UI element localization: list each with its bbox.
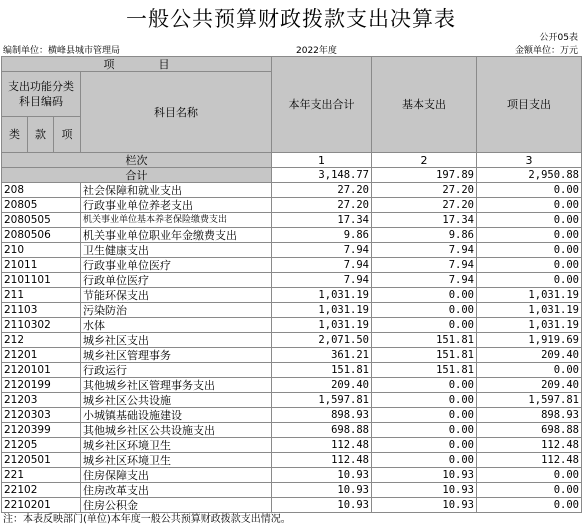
compiling-unit: 编制单位：横峰县城市管理局 — [3, 46, 121, 56]
row-code: 2101101 — [2, 273, 81, 288]
row-code: 21011 — [2, 258, 81, 273]
col-number-2: 2 — [372, 153, 477, 168]
row-name: 行政事业单位医疗 — [81, 258, 272, 273]
row-name: 行政运行 — [81, 363, 272, 378]
row-code: 21203 — [2, 393, 81, 408]
table-row — [2, 363, 582, 378]
row-project: 0.00 — [477, 363, 582, 378]
table-row — [2, 453, 582, 468]
row-project: 0.00 — [477, 468, 582, 483]
row-total: 151.81 — [272, 363, 372, 378]
table-row — [2, 438, 582, 453]
row-total: 112.48 — [272, 438, 372, 453]
header-basic-col: 基本支出 — [372, 57, 477, 153]
table-row — [2, 183, 582, 198]
row-code: 2080505 — [2, 213, 81, 228]
row-basic: 151.81 — [372, 348, 477, 363]
row-code: 2120199 — [2, 378, 81, 393]
row-total: 7.94 — [272, 243, 372, 258]
row-name: 节能环保支出 — [81, 288, 272, 303]
row-name: 小城镇基础设施建设 — [81, 408, 272, 423]
row-project: 209.40 — [477, 378, 582, 393]
row-name: 城乡社区管理事务 — [81, 348, 272, 363]
table-row — [2, 243, 582, 258]
row-project: 0.00 — [477, 198, 582, 213]
money-unit: 金额单位：万元 — [514, 46, 578, 56]
table-row — [2, 378, 582, 393]
row-total: 361.21 — [272, 348, 372, 363]
row-code: 21205 — [2, 438, 81, 453]
table-row — [2, 273, 582, 288]
row-name: 住房公积金 — [81, 498, 272, 513]
row-basic: 7.94 — [372, 273, 477, 288]
row-name: 其他城乡社区管理事务支出 — [81, 378, 272, 393]
sum-label: 合计 — [2, 168, 272, 183]
row-basic: 0.00 — [372, 453, 477, 468]
row-basic: 7.94 — [372, 243, 477, 258]
table-row — [2, 483, 582, 498]
row-basic: 0.00 — [372, 303, 477, 318]
row-basic: 17.34 — [372, 213, 477, 228]
table-row — [2, 258, 582, 273]
row-name: 水体 — [81, 318, 272, 333]
row-total: 898.93 — [272, 408, 372, 423]
row-project: 0.00 — [477, 213, 582, 228]
sum-basic: 197.89 — [372, 168, 477, 183]
row-project: 1,031.19 — [477, 303, 582, 318]
header-item: 项 目 — [2, 57, 272, 72]
table-row — [2, 228, 582, 243]
row-total: 1,031.19 — [272, 318, 372, 333]
row-total: 698.88 — [272, 423, 372, 438]
row-name: 城乡社区环境卫生 — [81, 453, 272, 468]
row-total: 1,031.19 — [272, 288, 372, 303]
row-basic: 7.94 — [372, 258, 477, 273]
row-code: 2110302 — [2, 318, 81, 333]
row-name: 机关事业单位职业年金缴费支出 — [81, 228, 272, 243]
report-title: 一般公共预算财政拨款支出决算表 — [126, 7, 456, 31]
row-basic: 10.93 — [372, 483, 477, 498]
row-code: 20805 — [2, 198, 81, 213]
row-total: 1,597.81 — [272, 393, 372, 408]
row-project: 112.48 — [477, 453, 582, 468]
row-project: 0.00 — [477, 183, 582, 198]
row-name: 机关事业单位基本养老保险缴费支出 — [81, 213, 272, 228]
row-name: 行政单位医疗 — [81, 273, 272, 288]
row-code: 2080506 — [2, 228, 81, 243]
header-total-col: 本年支出合计 — [272, 57, 372, 153]
row-basic: 0.00 — [372, 423, 477, 438]
row-name: 住房保障支出 — [81, 468, 272, 483]
row-basic: 0.00 — [372, 378, 477, 393]
row-project: 0.00 — [477, 498, 582, 513]
row-name: 其他城乡社区公共设施支出 — [81, 423, 272, 438]
row-total: 112.48 — [272, 453, 372, 468]
table-row — [2, 423, 582, 438]
row-code: 210 — [2, 243, 81, 258]
row-basic: 10.93 — [372, 468, 477, 483]
row-basic: 27.20 — [372, 183, 477, 198]
table-row — [2, 348, 582, 363]
table-row — [2, 198, 582, 213]
row-code: 2120501 — [2, 453, 81, 468]
form-number: 公开05表 — [539, 33, 578, 43]
row-total: 1,031.19 — [272, 303, 372, 318]
row-total: 27.20 — [272, 198, 372, 213]
row-project: 0.00 — [477, 243, 582, 258]
row-name: 城乡社区公共设施 — [81, 393, 272, 408]
row-total: 209.40 — [272, 378, 372, 393]
row-code: 211 — [2, 288, 81, 303]
header-kuan: 款 — [28, 117, 54, 153]
sum-total: 3,148.77 — [272, 168, 372, 183]
row-code: 2120399 — [2, 423, 81, 438]
row-basic: 9.86 — [372, 228, 477, 243]
col-number-1: 1 — [272, 153, 372, 168]
table-row — [2, 288, 582, 303]
row-basic: 0.00 — [372, 393, 477, 408]
row-code: 22102 — [2, 483, 81, 498]
row-name: 污染防治 — [81, 303, 272, 318]
row-basic: 0.00 — [372, 408, 477, 423]
row-total: 9.86 — [272, 228, 372, 243]
table-row — [2, 303, 582, 318]
row-basic: 151.81 — [372, 363, 477, 378]
row-project: 898.93 — [477, 408, 582, 423]
row-code: 2120101 — [2, 363, 81, 378]
table-row — [2, 468, 582, 483]
row-code: 2210201 — [2, 498, 81, 513]
row-code: 221 — [2, 468, 81, 483]
row-total: 10.93 — [272, 483, 372, 498]
row-total: 7.94 — [272, 258, 372, 273]
row-total: 10.93 — [272, 498, 372, 513]
row-total: 10.93 — [272, 468, 372, 483]
row-name: 城乡社区环境卫生 — [81, 438, 272, 453]
row-code: 21201 — [2, 348, 81, 363]
row-total: 7.94 — [272, 273, 372, 288]
row-name: 行政事业单位养老支出 — [81, 198, 272, 213]
row-total: 27.20 — [272, 183, 372, 198]
row-code: 2120303 — [2, 408, 81, 423]
row-project: 1,919.69 — [477, 333, 582, 348]
row-code: 212 — [2, 333, 81, 348]
row-project: 1,031.19 — [477, 288, 582, 303]
header-subject-name: 科目名称 — [81, 72, 272, 153]
row-basic: 0.00 — [372, 438, 477, 453]
table-row — [2, 213, 582, 228]
row-project: 0.00 — [477, 273, 582, 288]
table-row — [2, 333, 582, 348]
header-xiang: 项 — [54, 117, 81, 153]
row-project: 1,597.81 — [477, 393, 582, 408]
row-basic: 10.93 — [372, 498, 477, 513]
row-basic: 0.00 — [372, 318, 477, 333]
row-project: 112.48 — [477, 438, 582, 453]
row-name: 卫生健康支出 — [81, 243, 272, 258]
row-name: 住房改革支出 — [81, 483, 272, 498]
row-code: 21103 — [2, 303, 81, 318]
row-basic: 0.00 — [372, 288, 477, 303]
row-project: 1,031.19 — [477, 318, 582, 333]
row-total: 17.34 — [272, 213, 372, 228]
row-project: 209.40 — [477, 348, 582, 363]
row-name: 社会保障和就业支出 — [81, 183, 272, 198]
budget-table — [1, 56, 582, 513]
row-project: 698.88 — [477, 423, 582, 438]
table-row — [2, 393, 582, 408]
row-project: 0.00 — [477, 483, 582, 498]
header-func-class: 支出功能分类科目编码 — [2, 72, 81, 117]
row-total: 2,071.50 — [272, 333, 372, 348]
fiscal-year: 2022年度 — [296, 46, 337, 56]
row-name: 城乡社区支出 — [81, 333, 272, 348]
header-column-label: 栏次 — [2, 153, 272, 168]
row-code: 208 — [2, 183, 81, 198]
row-project: 0.00 — [477, 258, 582, 273]
row-project: 0.00 — [477, 228, 582, 243]
table-row — [2, 408, 582, 423]
col-number-3: 3 — [477, 153, 582, 168]
row-basic: 151.81 — [372, 333, 477, 348]
row-basic: 27.20 — [372, 198, 477, 213]
header-project-col: 项目支出 — [477, 57, 582, 153]
footnote: 注：本表反映部门(单位)本年度一般公共预算财政拨款支出情况。 — [3, 514, 291, 525]
sum-project: 2,950.88 — [477, 168, 582, 183]
table-row — [2, 318, 582, 333]
header-lei: 类 — [2, 117, 28, 153]
